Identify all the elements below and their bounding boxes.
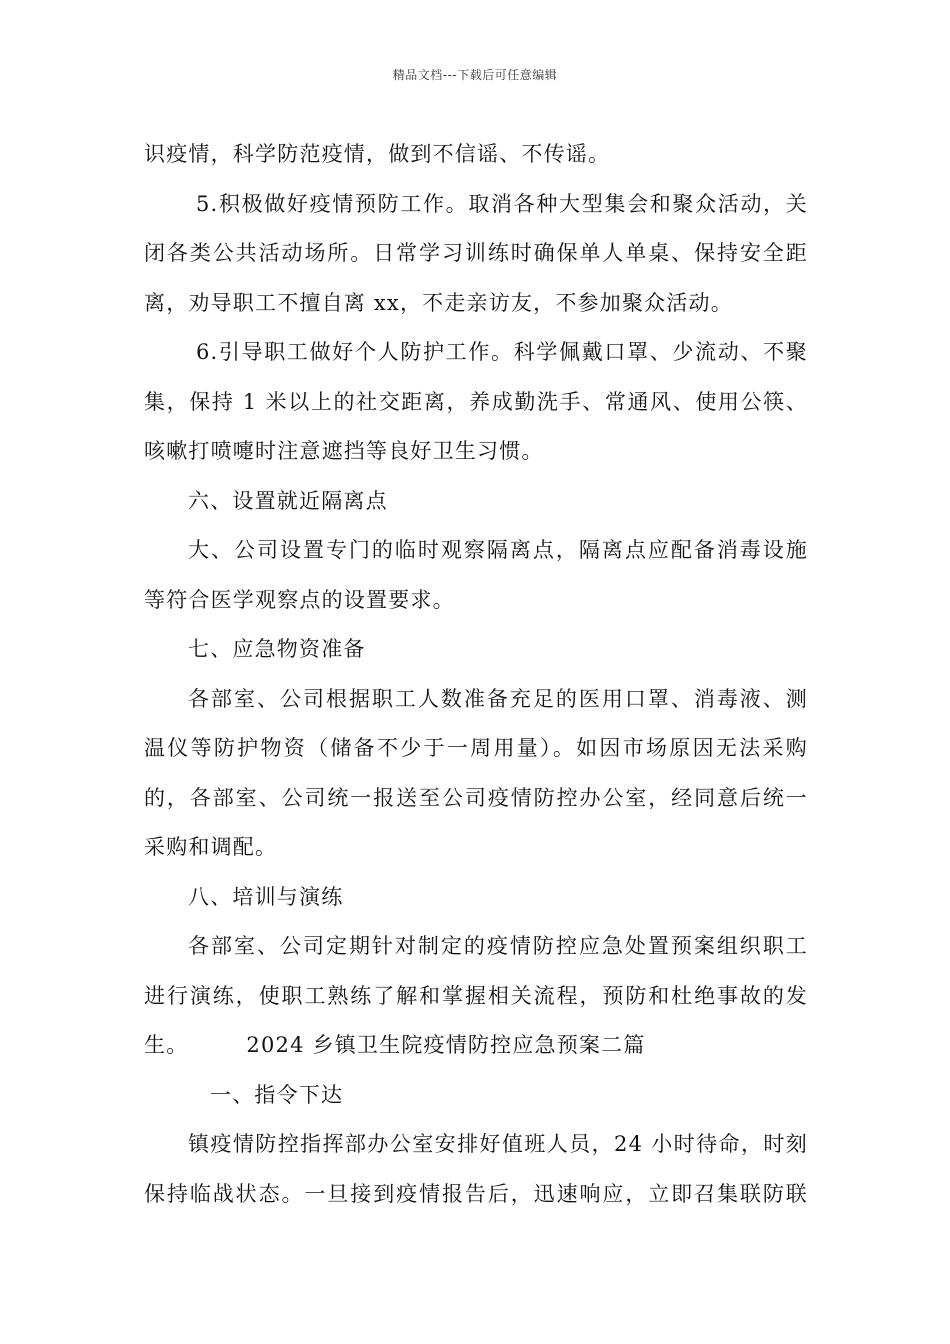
paragraph-line xyxy=(144,1021,808,1071)
paragraph-line: 的，各部室、公司统一报送至公司疫情防控办公室，经同意后统一 xyxy=(144,785,808,810)
paragraph-line: 识疫情，科学防范疫情，做到不信谣、不传谣。 xyxy=(144,142,611,166)
paragraph-line: 6.引导职工做好个人防护工作。科学佩戴口罩、少流动、不聚 xyxy=(196,340,808,364)
document-body xyxy=(144,130,808,1219)
paragraph-line: 闭各类公共活动场所。日常学习训练时确保单人单桌、保持安全距 xyxy=(144,241,808,265)
section-heading: 一、指令下达 xyxy=(210,1082,344,1107)
paragraph-line: 各部室、公司定期针对制定的疫情防控应急处置预案组织职工 xyxy=(188,934,808,958)
paragraph-line: 等符合医学观察点的设置要求。 xyxy=(144,587,455,612)
paragraph-line: 离，劝导职工不擅自离 xx，不走亲访友，不参加聚众活动。 xyxy=(144,290,733,315)
paragraph-line: 保持临战状态。一旦接到疫情报告后，迅速响应，立即召集联防联 xyxy=(144,1181,808,1206)
paragraph-line-end: 生。 xyxy=(144,1033,189,1057)
paragraph-line: 温仪等防护物资（储备不少于一周用量）。如因市场原因无法采购 xyxy=(144,736,808,760)
paragraph-line: 5.积极做好疫情预防工作。取消各种大型集会和聚众活动，关 xyxy=(196,191,808,216)
paragraph-line: 进行演练，使职工熟练了解和掌握相关流程，预防和杜绝事故的发 xyxy=(144,983,808,1008)
page-header: 精品文档---下载后可任意编辑 xyxy=(392,68,558,82)
document-title: 2024 乡镇卫生院疫情防控应急预案二篇 xyxy=(246,1033,646,1057)
paragraph-line: 咳嗽打喷嚏时注意遮挡等良好卫生习惯。 xyxy=(144,439,544,463)
paragraph-line: 大、公司设置专门的临时观察隔离点，隔离点应配备消毒设施 xyxy=(188,538,808,562)
paragraph-line: 集，保持 1 米以上的社交距离，养成勤洗手、常通风、使用公筷、 xyxy=(144,389,808,414)
paragraph-line: 各部室、公司根据职工人数准备充足的医用口罩、消毒液、测 xyxy=(188,686,808,711)
section-heading: 七、应急物资准备 xyxy=(188,637,366,661)
section-heading: 六、设置就近隔离点 xyxy=(188,488,388,513)
paragraph-line: 镇疫情防控指挥部办公室安排好值班人员，24 小时待命，时刻 xyxy=(188,1132,808,1156)
paragraph-line: 采购和调配。 xyxy=(144,835,278,859)
section-heading: 八、培训与演练 xyxy=(188,884,344,909)
